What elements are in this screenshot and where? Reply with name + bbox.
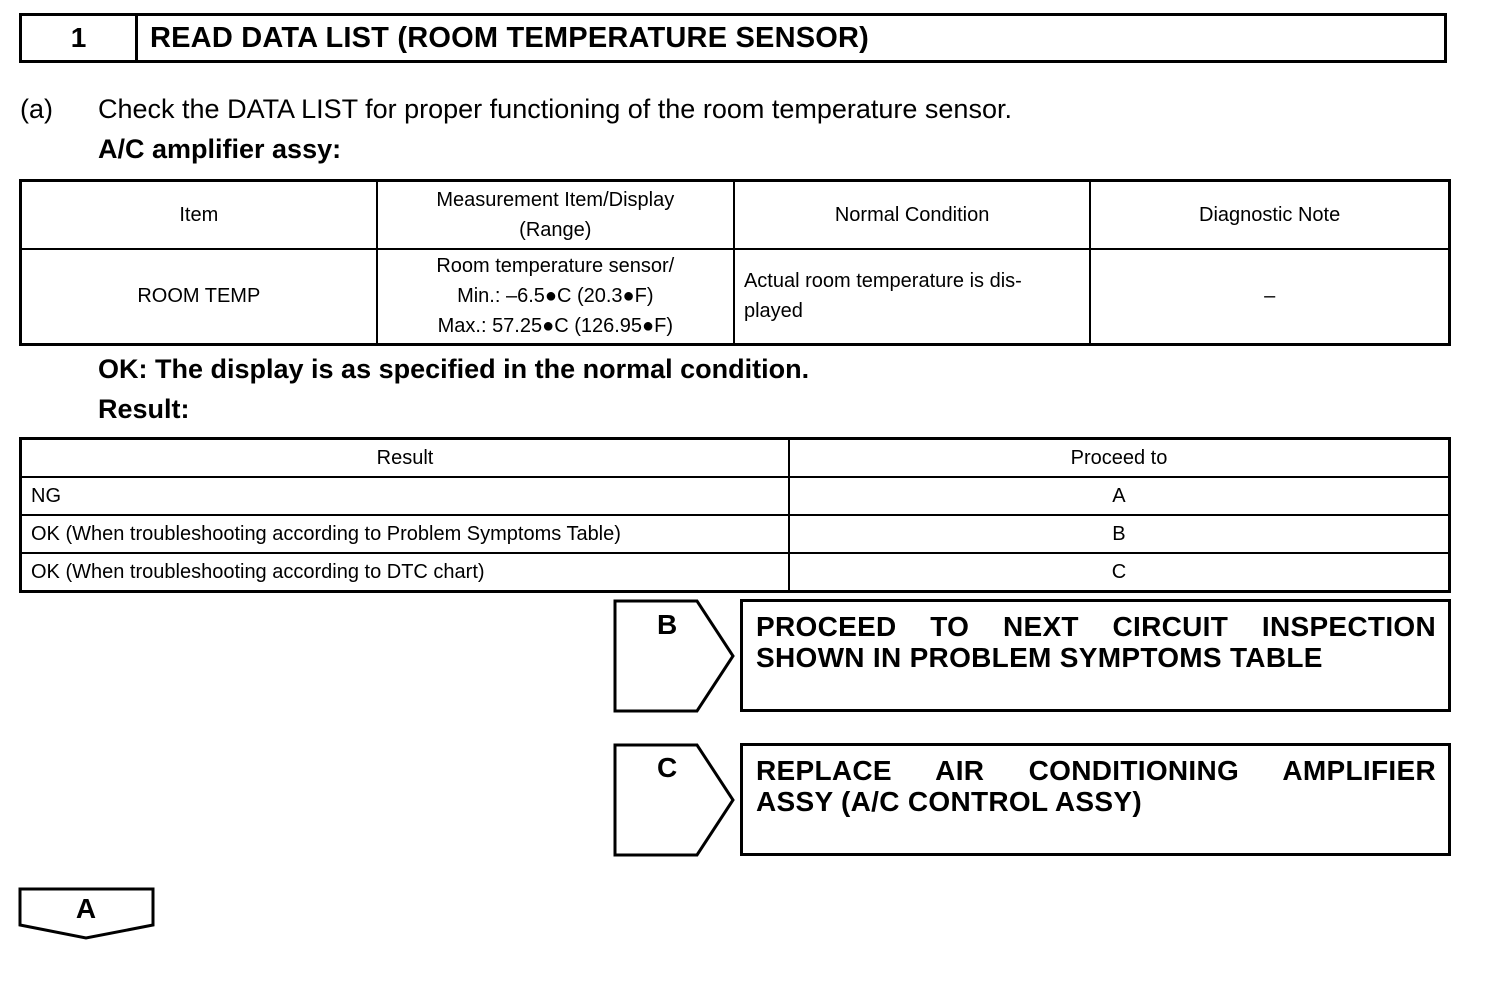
cell-measurement-line3: Max.: 57.25●C (126.95●F) — [437, 315, 673, 338]
result-cell: OK (When troubleshooting according to Problem Symptoms Table) — [21, 515, 789, 553]
branch-b-line1: PROCEED TO NEXT CIRCUIT INSPECTION — [756, 611, 1436, 642]
step-number: 1 — [22, 16, 138, 60]
cell-item: ROOM TEMP — [21, 249, 377, 345]
result-header-row — [21, 439, 1450, 478]
data-list-table — [19, 179, 1451, 346]
branch-c-line2: ASSY (A/C CONTROL ASSY) — [756, 786, 1142, 817]
header-diagnostic-note: Diagnostic Note — [1090, 181, 1449, 249]
result-cell: OK (When troubleshooting according to DTC chart) — [21, 553, 789, 592]
cell-normal-condition — [734, 249, 1090, 345]
proceed-cell: B — [789, 515, 1450, 553]
header-measurement-line1: Measurement Item/Display — [436, 188, 675, 211]
result-label: Result: — [98, 394, 190, 424]
step-header — [19, 13, 1447, 63]
data-list-header-row — [21, 181, 1450, 249]
cell-measurement-line2: Min.: –6.5●C (20.3●F) — [457, 285, 654, 308]
branch-b-letter: B — [657, 609, 678, 640]
proceed-cell: A — [789, 477, 1450, 515]
proceed-cell: C — [789, 553, 1450, 592]
branch-a-letter: A — [75, 893, 97, 924]
header-normal-condition: Normal Condition — [734, 181, 1090, 249]
cell-normal-line2: played — [743, 300, 803, 323]
header-proceed-to: Proceed to — [789, 439, 1450, 478]
device-label: A/C amplifier assy: — [98, 134, 342, 164]
cell-measurement — [377, 249, 734, 345]
data-list-row — [21, 249, 1450, 345]
branch-b-line2: SHOWN IN PROBLEM SYMPTOMS TABLE — [756, 642, 1323, 673]
result-row — [21, 477, 1450, 515]
branch-c-letter: C — [657, 752, 678, 783]
header-measurement — [377, 181, 734, 249]
result-row — [21, 553, 1450, 592]
branch-b-action-box — [740, 599, 1451, 712]
cell-measurement-line1: Room temperature sensor/ — [436, 255, 675, 278]
header-item: Item — [21, 181, 377, 249]
result-table — [19, 437, 1451, 593]
substep-label: (a) — [20, 94, 53, 124]
result-cell: NG — [21, 477, 789, 515]
header-result: Result — [21, 439, 789, 478]
step-title: READ DATA LIST (ROOM TEMPERATURE SENSOR) — [150, 21, 870, 54]
result-row — [21, 515, 1450, 553]
substep-text: Check the DATA LIST for proper functioning of the room temperature sensor. — [98, 94, 1012, 124]
cell-normal-line1: Actual room temperature is dis- — [743, 270, 1022, 293]
cell-diagnostic-note: – — [1090, 249, 1449, 345]
branch-c-line1: REPLACE AIR CONDITIONING AMPLIFIER — [756, 755, 1436, 786]
branch-c-action-box — [740, 743, 1451, 856]
ok-condition-text: OK: The display is as specified in the normal condition. — [98, 354, 810, 384]
header-measurement-line2: (Range) — [519, 218, 592, 241]
